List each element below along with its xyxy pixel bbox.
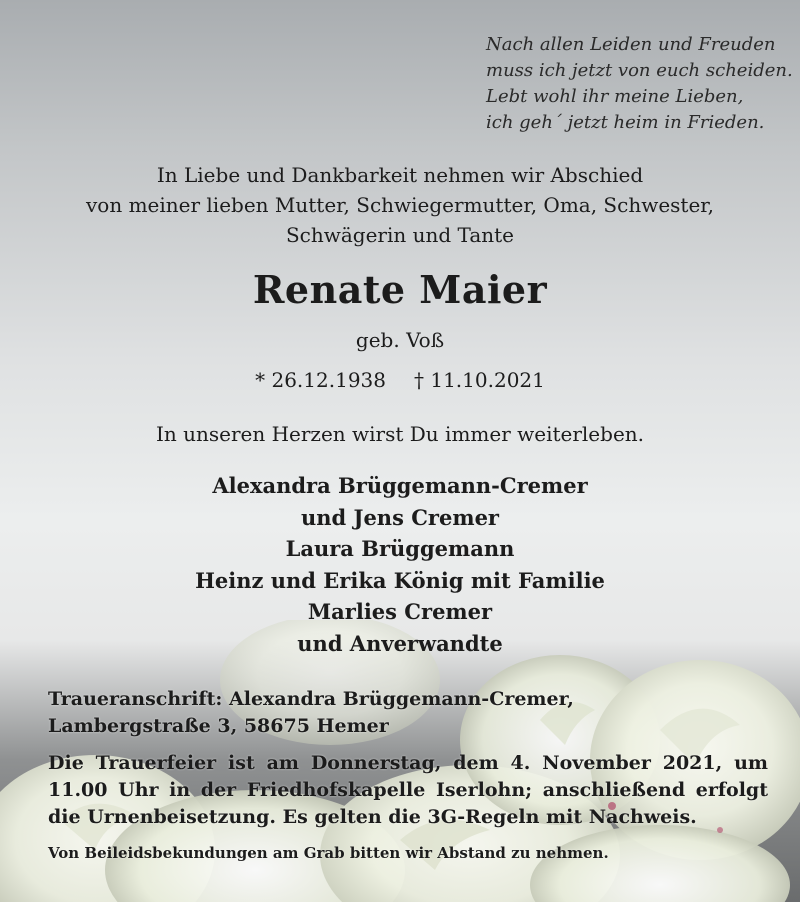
maiden-name: geb. Voß: [355, 328, 445, 352]
address-line: Traueranschrift: Alexandra Brüggemann-Cremer,: [48, 688, 574, 710]
intro-line: Schwägerin und Tante: [285, 223, 515, 247]
intro-text: [0, 160, 800, 250]
poem-line: Lebt wohl ihr meine Lieben,: [486, 86, 744, 107]
mourner-line: Alexandra Brüggemann-Cremer: [212, 473, 588, 498]
death-date: † 11.10.2021: [414, 368, 545, 392]
ceremony-info: Die Trauerfeier ist am Donnerstag, dem 4. November 2021, um 11.00 Uhr in der Friedhofskapelle Iserlohn; anschließend erfolgt die Urnenbeisetzung. Es gelten die 3G-Regeln mit Nachweis.: [48, 752, 768, 828]
intro-line: In Liebe und Dankbarkeit nehmen wir Abschied: [156, 163, 644, 187]
poem-line: ich geh´ jetzt heim in Frieden.: [486, 112, 765, 133]
deceased-name: Renate Maier: [252, 267, 548, 312]
address-line: Lambergstraße 3, 58675 Hemer: [48, 715, 389, 737]
birth-date: * 26.12.1938: [255, 368, 386, 392]
poem-line: muss ich jetzt von euch scheiden.: [486, 60, 793, 81]
mourner-line: Heinz und Erika König mit Familie: [195, 567, 605, 593]
mourner-line: und Jens Cremer: [300, 504, 499, 530]
life-dates: [0, 366, 800, 394]
condolence-note: Von Beileidsbekundungen am Grab bitten wir Abstand zu nehmen.: [48, 844, 609, 862]
poem-line: Nach allen Leiden und Freuden: [486, 34, 776, 55]
intro-line: von meiner lieben Mutter, Schwiegermutter, Oma, Schwester,: [85, 193, 715, 217]
motto: In unseren Herzen wirst Du immer weiterleben.: [155, 422, 645, 446]
mourner-line: Marlies Cremer: [307, 599, 493, 624]
mourners-list: [0, 470, 800, 659]
mourning-address: [48, 686, 768, 740]
poem: [486, 32, 793, 136]
mourner-line: und Anverwandte: [297, 630, 503, 656]
mourner-line: Laura Brüggemann: [285, 536, 515, 561]
